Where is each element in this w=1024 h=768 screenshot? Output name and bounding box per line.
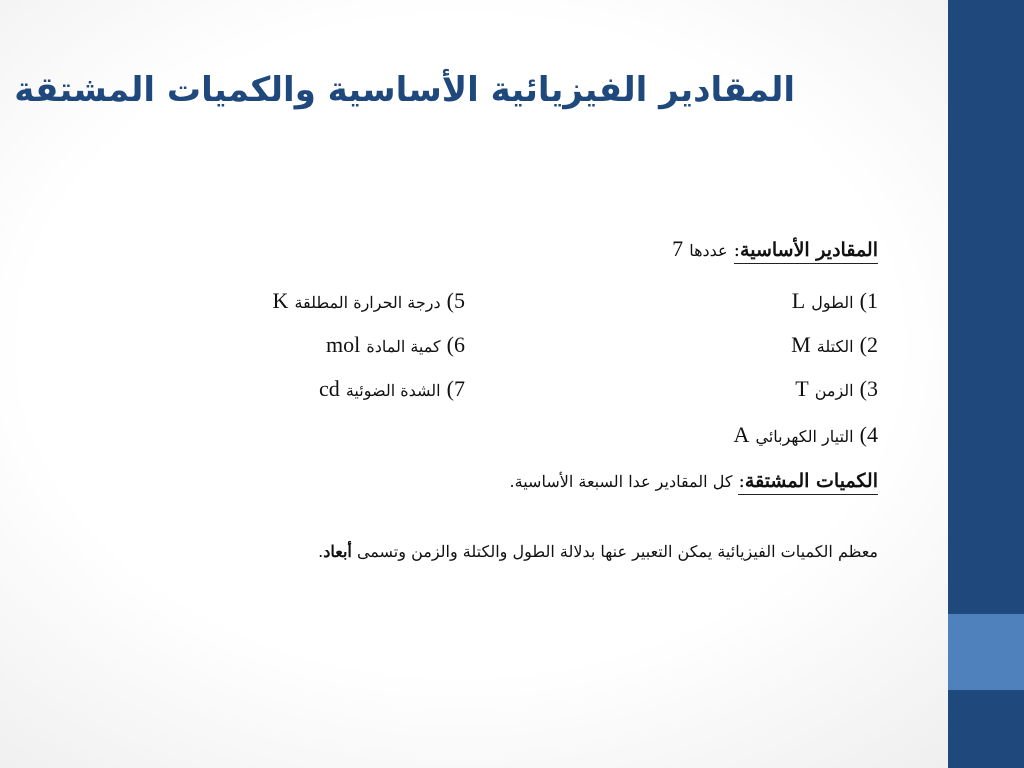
note-text: معظم الكميات الفيزيائية يمكن التعبير عنها بدلالة الطول والكتلة والزمن وتسمى bbox=[356, 542, 878, 561]
list-item: 2) الكتلة M bbox=[791, 332, 878, 357]
note-line bbox=[318, 542, 878, 561]
table-row bbox=[190, 288, 878, 318]
table-row bbox=[190, 376, 878, 406]
basic-header bbox=[672, 236, 878, 262]
note-bold: أبعاد bbox=[323, 542, 352, 561]
note-end: . bbox=[318, 542, 324, 561]
side-bar bbox=[948, 0, 1024, 768]
table-row bbox=[190, 422, 878, 452]
list-item: 5) درجة الحرارة المطلقة K bbox=[272, 288, 465, 313]
slide-title: المقادير الفيزيائية الأساسية والكميات المشتقة bbox=[14, 70, 795, 110]
basic-count: 7 bbox=[672, 236, 684, 261]
basic-count-text: عددها bbox=[689, 241, 728, 260]
list-item: 4) التيار الكهربائي A bbox=[733, 422, 878, 447]
table-row bbox=[190, 332, 878, 362]
derived-line bbox=[510, 470, 878, 492]
basic-label: المقادير الأساسية: bbox=[734, 239, 878, 264]
derived-text: كل المقادير عدا السبعة الأساسية. bbox=[509, 472, 733, 491]
list-item: 3) الزمن T bbox=[795, 376, 878, 401]
derived-label: الكميات المشتقة: bbox=[738, 470, 878, 495]
list-item: 1) الطول L bbox=[791, 288, 878, 313]
side-bar-accent bbox=[948, 614, 1024, 690]
list-item: 7) الشدة الضوئية cd bbox=[319, 376, 465, 401]
list-item: 6) كمية المادة mol bbox=[326, 332, 465, 357]
